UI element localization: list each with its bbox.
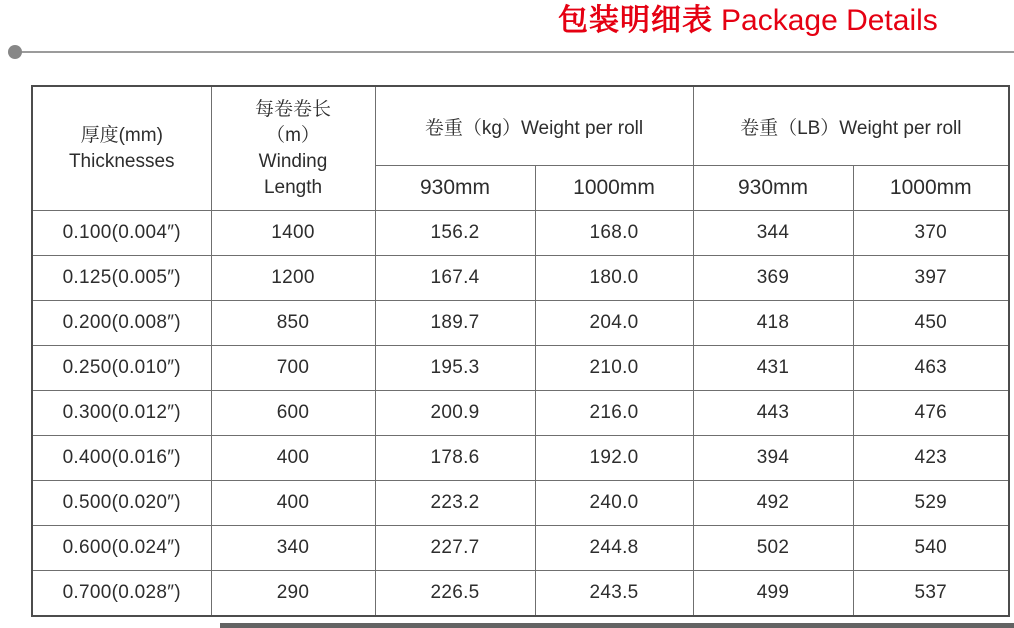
weight-kg-930-cell: 178.6 <box>375 436 535 481</box>
thickness-cell: 0.125(0.005″) <box>32 256 211 301</box>
thickness-cell: 0.700(0.028″) <box>32 571 211 616</box>
package-details-table <box>31 85 1010 617</box>
weight-lb-1000-cell: 476 <box>853 391 1009 436</box>
thickness-cell: 0.400(0.016″) <box>32 436 211 481</box>
page-title-en: Package Details <box>721 4 938 37</box>
table-row <box>32 256 1009 301</box>
weight-kg-930-cell: 226.5 <box>375 571 535 616</box>
top-divider-dot-icon <box>8 45 22 59</box>
weight-kg-930-cell: 227.7 <box>375 526 535 571</box>
weight-lb-1000-cell: 537 <box>853 571 1009 616</box>
weight-lb-930-cell: 502 <box>693 526 853 571</box>
weight-lb-930-cell: 443 <box>693 391 853 436</box>
header-winding-en1: Winding <box>258 150 328 172</box>
thickness-cell: 0.200(0.008″) <box>32 301 211 346</box>
weight-kg-930-cell: 167.4 <box>375 256 535 301</box>
page-title-zh: 包装明细表 <box>558 4 713 37</box>
weight-kg-1000-cell: 204.0 <box>535 301 693 346</box>
header-kg-930mm: 930mm <box>375 166 535 211</box>
weight-lb-1000-cell: 463 <box>853 346 1009 391</box>
winding-length-cell: 400 <box>211 481 375 526</box>
weight-lb-930-cell: 492 <box>693 481 853 526</box>
table-row <box>32 346 1009 391</box>
bottom-divider-bar <box>220 623 1014 628</box>
winding-length-cell: 1200 <box>211 256 375 301</box>
weight-lb-1000-cell: 397 <box>853 256 1009 301</box>
weight-lb-930-cell: 499 <box>693 571 853 616</box>
thickness-cell: 0.250(0.010″) <box>32 346 211 391</box>
table-row <box>32 211 1009 256</box>
weight-kg-930-cell: 195.3 <box>375 346 535 391</box>
weight-kg-1000-cell: 243.5 <box>535 571 693 616</box>
weight-kg-1000-cell: 216.0 <box>535 391 693 436</box>
header-weight-kg-group: 卷重（kg）Weight per roll <box>375 86 693 166</box>
weight-kg-930-cell: 189.7 <box>375 301 535 346</box>
weight-lb-1000-cell: 423 <box>853 436 1009 481</box>
header-winding-zh: 每卷卷长 <box>254 98 331 120</box>
weight-kg-1000-cell: 192.0 <box>535 436 693 481</box>
weight-kg-1000-cell: 210.0 <box>535 346 693 391</box>
top-divider-line <box>12 51 1014 53</box>
header-thickness-en: Thicknesses <box>68 150 175 172</box>
weight-lb-1000-cell: 370 <box>853 211 1009 256</box>
weight-lb-1000-cell: 450 <box>853 301 1009 346</box>
header-winding-unit: （m） <box>266 124 320 146</box>
weight-kg-930-cell: 223.2 <box>375 481 535 526</box>
weight-lb-1000-cell: 529 <box>853 481 1009 526</box>
winding-length-cell: 400 <box>211 436 375 481</box>
thickness-cell: 0.500(0.020″) <box>32 481 211 526</box>
winding-length-cell: 1400 <box>211 211 375 256</box>
weight-kg-1000-cell: 180.0 <box>535 256 693 301</box>
weight-lb-930-cell: 418 <box>693 301 853 346</box>
table-row <box>32 481 1009 526</box>
weight-lb-930-cell: 344 <box>693 211 853 256</box>
winding-length-cell: 290 <box>211 571 375 616</box>
weight-lb-930-cell: 394 <box>693 436 853 481</box>
winding-length-cell: 700 <box>211 346 375 391</box>
header-thickness <box>32 86 211 211</box>
weight-kg-930-cell: 200.9 <box>375 391 535 436</box>
weight-kg-1000-cell: 240.0 <box>535 481 693 526</box>
weight-kg-1000-cell: 244.8 <box>535 526 693 571</box>
table-header <box>32 86 1009 211</box>
thickness-cell: 0.100(0.004″) <box>32 211 211 256</box>
winding-length-cell: 850 <box>211 301 375 346</box>
weight-lb-930-cell: 369 <box>693 256 853 301</box>
header-lb-1000mm: 1000mm <box>853 166 1009 211</box>
weight-lb-930-cell: 431 <box>693 346 853 391</box>
page-title <box>558 2 938 40</box>
header-lb-930mm: 930mm <box>693 166 853 211</box>
winding-length-cell: 600 <box>211 391 375 436</box>
winding-length-cell: 340 <box>211 526 375 571</box>
header-weight-lb-group: 卷重（LB）Weight per roll <box>693 86 1009 166</box>
thickness-cell: 0.300(0.012″) <box>32 391 211 436</box>
weight-lb-1000-cell: 540 <box>853 526 1009 571</box>
weight-kg-1000-cell: 168.0 <box>535 211 693 256</box>
header-winding-en2: Length <box>263 176 323 198</box>
weight-kg-930-cell: 156.2 <box>375 211 535 256</box>
thickness-cell: 0.600(0.024″) <box>32 526 211 571</box>
table-row <box>32 436 1009 481</box>
header-winding-length <box>211 86 375 211</box>
header-thickness-zh: 厚度(mm) <box>80 124 163 146</box>
table-row <box>32 571 1009 616</box>
table-row <box>32 391 1009 436</box>
header-kg-1000mm: 1000mm <box>535 166 693 211</box>
table-body <box>32 211 1009 616</box>
table-row <box>32 526 1009 571</box>
table-row <box>32 301 1009 346</box>
